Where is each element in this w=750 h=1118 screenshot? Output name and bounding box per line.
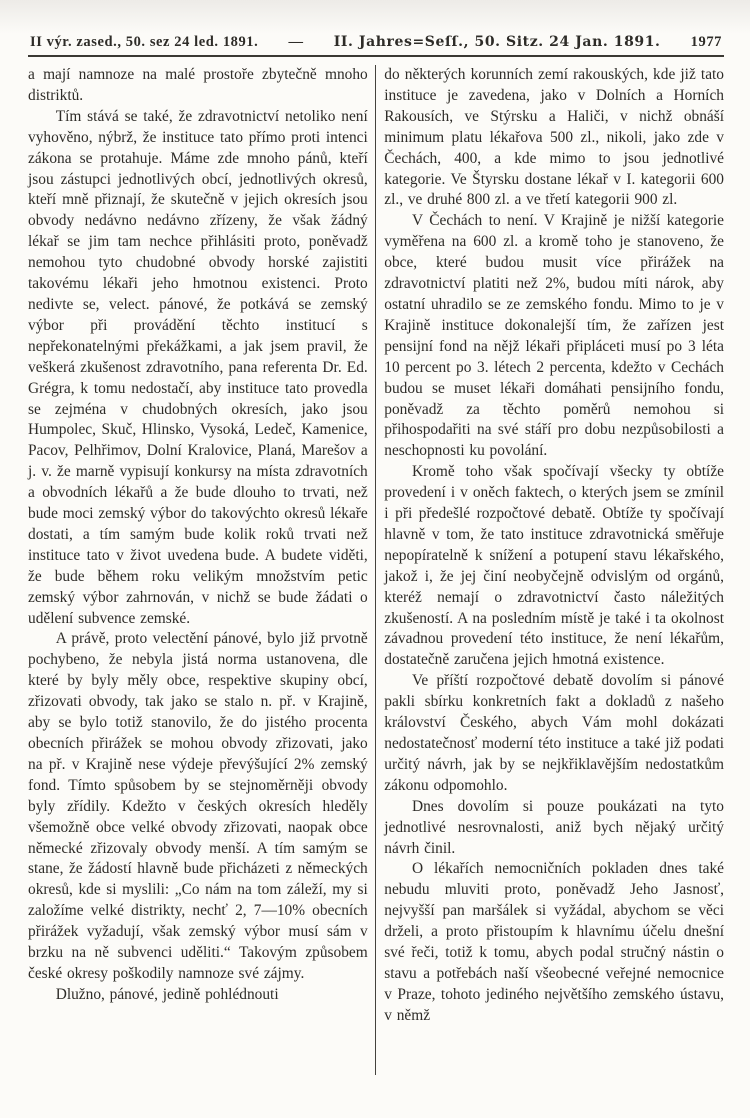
header-separator: — bbox=[288, 34, 304, 50]
paragraph: O lékařích nemocničních pokladen dnes také nebudu mluviti proto, poněvadž Jeho Jasnosť, nejvyšší pan maršálek si vyžádal, abychom se věci drželi, a proto přistoupím k hlavnímu účelu dnešní své řeči, totiž k tomu, abych podal stručný nástin o stavu a potřebách naší všeobecné veřejné nemocnice v Praze, tohoto jediného největšího zemského ústavu, v němž bbox=[384, 860, 724, 1024]
paragraph: Ve příští rozpočtové debatě dovolím si pánové pakli sbírku konkretních fakt a dokladů z našeho království Českého, abych Vám mohl dokázati nedostatečnosť moderní této instituce a také již podati určitý návrh, jak by se nejkřiklavějším nedostatkům zákonu odpomohlo. bbox=[384, 672, 724, 794]
paragraph: Dnes dovolím si pouze poukázati na tyto jednotlivé nesrovnalosti, aniž bych nějaký určitý návrh činil. bbox=[384, 797, 724, 857]
paragraph: A právě, proto velectění pánové, bylo již prvotně pochybeno, že nebyla jistá norma ustanovena, dle které by byly měly obce, respektive skupiny obcí, zřizovati obvody, tak jako se stalo n. př. v Krajině, aby se bylo totiž stanovilo, že do jistého procenta obecních přirážek se mohou obvody zřizovati, jako na př. v Krajině nese výdeje převýšující 2% zemský fond. Tímto spůsobem by se stejnoměrněji obvody byly zřídily. Kdežto v českých okresích hleděly všemožně obce velké obvody zřizovati, naopak obce německé zřizovaly obvody menší. A tím samým se stane, že žádostí hlavně bude přicházeti z německých okresů, kde si myslili: „Co nám na tom záleží, my si založíme velké distrikty, nechť 2, 7—10% obecních přirážek vyžadují, však zemský výbor musí sám v brzku na ně subvenci uděliti.“ Takovým způsobem české okresy poškodily namnoze své zájmy. bbox=[28, 630, 368, 982]
page-header bbox=[28, 34, 724, 55]
left-column bbox=[28, 65, 375, 1075]
text-columns bbox=[28, 65, 724, 1075]
page-number: 1977 bbox=[690, 34, 722, 50]
header-german-session: II. Jahres=Seſſ., 50. Sitz. 24 Jan. 1891. bbox=[333, 34, 661, 50]
paragraph: Tím stává se také, že zdravotnictví netoliko není vyhověno, nýbrž, že instituce tato přímo proti intenci zákona se protahuje. Máme zde mnoho pánů, kteří jsou zástupci jednotlivých obcí, jednotlivých okresů, kteří mně přiznají, že skutečně v jejich okresích jsou obvody nedávno nedávno zřízeny, že však žádný lékař se jim tam nechce přihlásiti proto, poněvadž nemohou tyto chudobné obvody horské zajistiti takovému lékaři jeho hmotnou existenci. Proto nedivte se, velect. pánové, že potkává se zemský výbor při provádění těchto institucí s nepřekonatelnými překážkami, a jak jsem pravil, že veškerá zkušenost zdravotního, pana referenta Dr. Ed. Grégra, k tomu nedostačí, aby instituce tato provedla se zejména v chudobných okresích, jako jsou Humpolec, Skuč, Hlinsko, Vysoká, Ledeč, Kamenice, Pacov, Pelhřimov, Dolní Kralovice, Planá, Marešov a j. v. že marně vypisují konkursy na místa zdravotních a obvodních lékařů a že bude dlouho to trvati, než bude moci zemský výbor do takovýchto okresů lékaře dostati, a tím samým bude kolik roků trvati než instituce tato v život uvedena bude. A budete viděti, že bude během roku velikým množstvím petic zemský výbor zahrnován, v nichž se bude žádati o udělení subvence zemské. bbox=[28, 107, 368, 627]
paragraph: V Čechách to není. V Krajině je nižší kategorie vyměřena na 600 zl. a kromě toho je stanoveno, že obce, které budou musit více přirážek na zdravotnictví platiti než 2%, budou míti nárok, aby ostatní uhradilo se ze zemského fondu. Mimo to je v Krajině instituce dokonalejší tím, že zařízen jest pensijní fond na nějž lékaři připláceti musí po 3 léta 10 percent po 3. létech 2 percenta, kdežto v Cechách budou se muset lékaři domáhati pensijního fondu, poněvadž za těchto poměrů nemohou si přihospodařiti na své stáří pro dobu nezpůsobilosti a neschopnosti ku povolání. bbox=[384, 212, 724, 460]
header-rule bbox=[28, 55, 724, 57]
paragraph: do některých korunních zemí rakouských, kde již tato instituce je zavedena, jako v Dolních a Horních Rakousích, ve Stýrsku a Haliči, v nichž obnáší minimum platu lékařova 500 zl., nikoli, jako zde v Čechách, 400, a kde mimo to jsou jednotlivé kategorie. Ve Štyrsku dostane lékař v I. kategorii 600 zl., ve druhé 800 zl. a ve třetí kategorii 900 zl. bbox=[384, 66, 724, 209]
paragraph: a mají namnoze na malé prostoře zbytečně mnoho distriktů. bbox=[28, 66, 368, 104]
right-column bbox=[376, 65, 724, 1075]
header-czech-session: II výr. zased., 50. sez 24 led. 1891. bbox=[30, 34, 259, 50]
paragraph: Dlužno, pánové, jedině pohlédnouti bbox=[55, 985, 279, 1003]
paragraph: Kromě toho však spočívají všecky ty obtíže provedení i v oněch faktech, o kterých jsem se zmínil i při předešlé rozpočtové debatě. Obtíže ty spočívají hlavně v tom, že tato instituce zdravotnická směřuje nepopíratelně k snížení a potupení stavu lékařského, jakož i, že jej činí neobyčejně odvislým od orgánů, kteréž nemají o zdravotnictví často náležitých zkušeností. A na posledním místě je také i ta okolnost závadnou provedení této instituce, že není lékařům, dostatečně zaručena jejich hmotná existence. bbox=[384, 463, 724, 669]
